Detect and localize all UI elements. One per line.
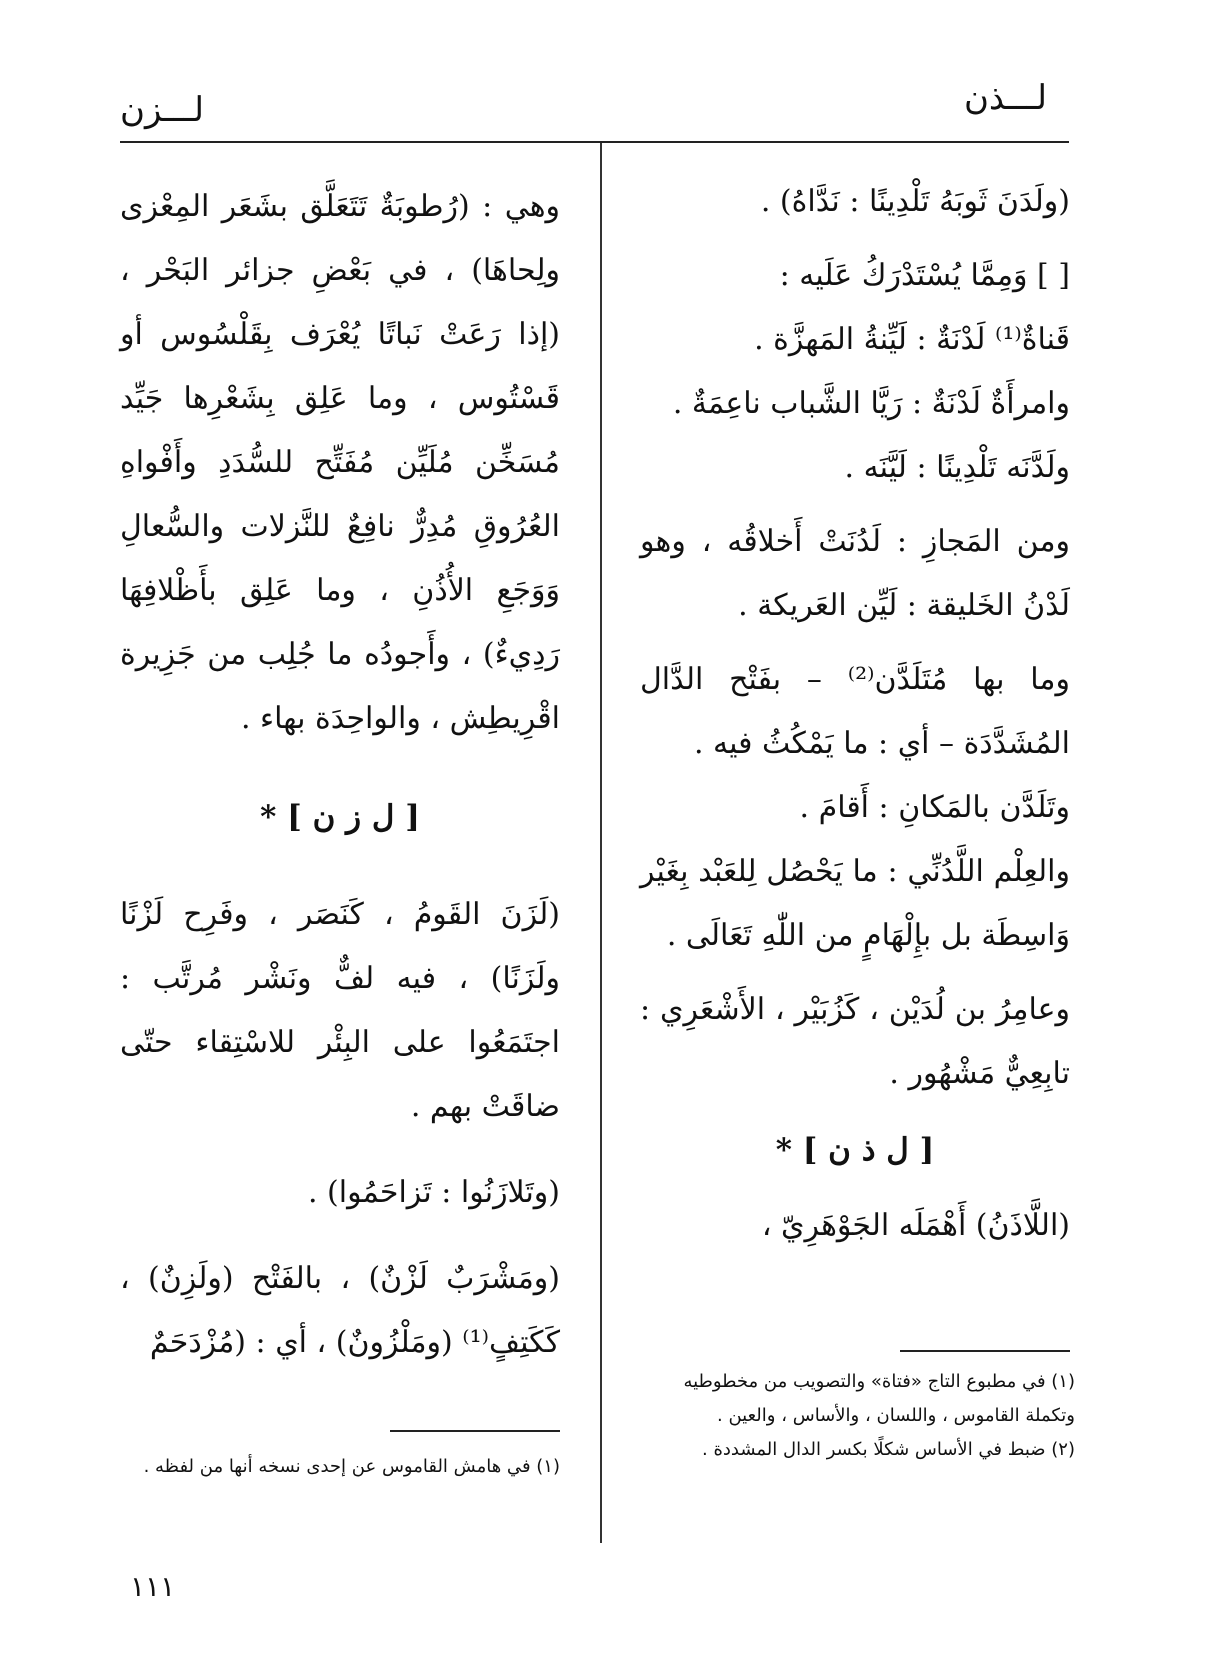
paragraph: قَناةٌ⁽¹⁾ لَدْنَةٌ : لَيِّنةُ المَهزَّة . bbox=[754, 322, 1070, 357]
entry-heading: [ ل ز ن ] * bbox=[260, 799, 420, 835]
paragraph: وتَلَدَّن بالمَكانِ : أَقامَ . bbox=[799, 790, 1070, 825]
footnote: (١) في هامش القاموس عن إحدى نسخه أنها من لفظه . bbox=[143, 1456, 560, 1477]
column-divider bbox=[600, 143, 602, 1543]
paragraph: ومن المَجازِ : لَدُنَتْ أَخلاقُه ، وهو لَدْنُ الخَليقة : لَيِّن العَريكة . bbox=[640, 524, 1070, 623]
header-entry-left: لـــزن bbox=[120, 90, 204, 130]
paragraph: والعِلْم اللَّدُنِّي : ما يَحْصُل لِلعَبْد بِغَيْر وَاسِطَة بل بإِلْهَامٍ من اللّٰهِ تَعَالَى . bbox=[640, 854, 1070, 953]
footnotes-right bbox=[645, 1365, 1075, 1467]
footnote-rule bbox=[390, 1430, 560, 1432]
paragraph: وهي : (رُطوبَةٌ تَتَعَلَّق بشَعَر المِعْزى ولِحاهَا) ، في بَعْضِ جزائر البَحْر ، (إذا رَعَتْ نَباتًا يُعْرَف بِقَلْسُوس أو قَسْتُوس ، وما عَلِق بِشَعْرِها جَيِّد مُسَخِّن مُلَيِّن مُفَتِّح للسُّدَدِ وأَفْواهِ العُرُوقِ مُدِرٌّ نافِعٌ للنَّزلات والسُّعالِ وَوَجَعِ الأُذُنِ ، وما عَلِق بأَظْلافِهَا رَدِيءٌ) ، وأَجودُه ما جُلِب من جَزِيرة اقْرِيطِش ، والواحِدَة بهاء . bbox=[120, 189, 560, 736]
paragraph: (وتَلازَنُوا : تَزاحَمُوا) . bbox=[307, 1175, 560, 1210]
header-entry-right: لـــذن bbox=[963, 78, 1047, 118]
paragraph: وامرأَةٌ لَدْنَةٌ : رَيَّا الشَّباب ناعِمَةٌ . bbox=[672, 386, 1070, 421]
footnotes-left bbox=[120, 1450, 560, 1484]
entry-heading: [ ل ذ ن ] * bbox=[775, 1132, 935, 1168]
paragraph: (ولَدَنَ ثَوبَهُ تَلْدِينًا : نَدَّاهُ) . bbox=[760, 184, 1070, 219]
page-number: ١١١ bbox=[130, 1570, 176, 1603]
footnote-rule bbox=[900, 1350, 1070, 1352]
paragraph: (لَزَنَ القَومُ ، كَنَصَر ، وفَرِح لَزْنًا ولَزَنًا) ، فيه لفٌّ ونَشْر مُرتَّب : اجتَمَعُوا على البِئْر للاسْتِقاء حتّى ضاقَتْ بهم . bbox=[120, 897, 560, 1124]
left-column bbox=[120, 175, 560, 1375]
paragraph: (اللَّاذَنُ) أَهْمَلَه الجَوْهَرِيّ ، bbox=[761, 1208, 1070, 1243]
paragraph: (ومَشْرَبٌ لَزْنٌ) ، بالفَتْح (ولَزِنٌ) ، كَكَتِفٍ⁽¹⁾ (ومَلْزُونٌ) ، أي : (مُزْدَحَمٌ bbox=[120, 1261, 560, 1360]
paragraph: ولَدَّنَه تَلْدِينًا : لَيَّنَه . bbox=[844, 450, 1070, 485]
paragraph: [ ] وَمِمَّا يُسْتَدْرَكُ عَلَيه : bbox=[779, 258, 1070, 293]
right-column bbox=[640, 170, 1070, 1258]
paragraph: وما بها مُتَلَدَّن⁽²⁾ – بفَتْح الدَّال المُشَدَّدَة – أي : ما يَمْكُثُ فيه . bbox=[640, 662, 1070, 761]
footnote: (١) في مطبوع التاج «فتاة» والتصويب من مخطوطيه وتكملة القاموس ، واللسان ، والأساس ، والعين . bbox=[683, 1371, 1075, 1426]
footnote: (٢) ضبط في الأساس شكلًا بكسر الدال المشددة . bbox=[702, 1439, 1075, 1460]
paragraph: وعامِرُ بن لُدَيْن ، كَزُبَيْر ، الأَشْعَرِي : تابِعِيٌّ مَشْهُور . bbox=[640, 992, 1070, 1091]
header-rule bbox=[120, 141, 1069, 143]
